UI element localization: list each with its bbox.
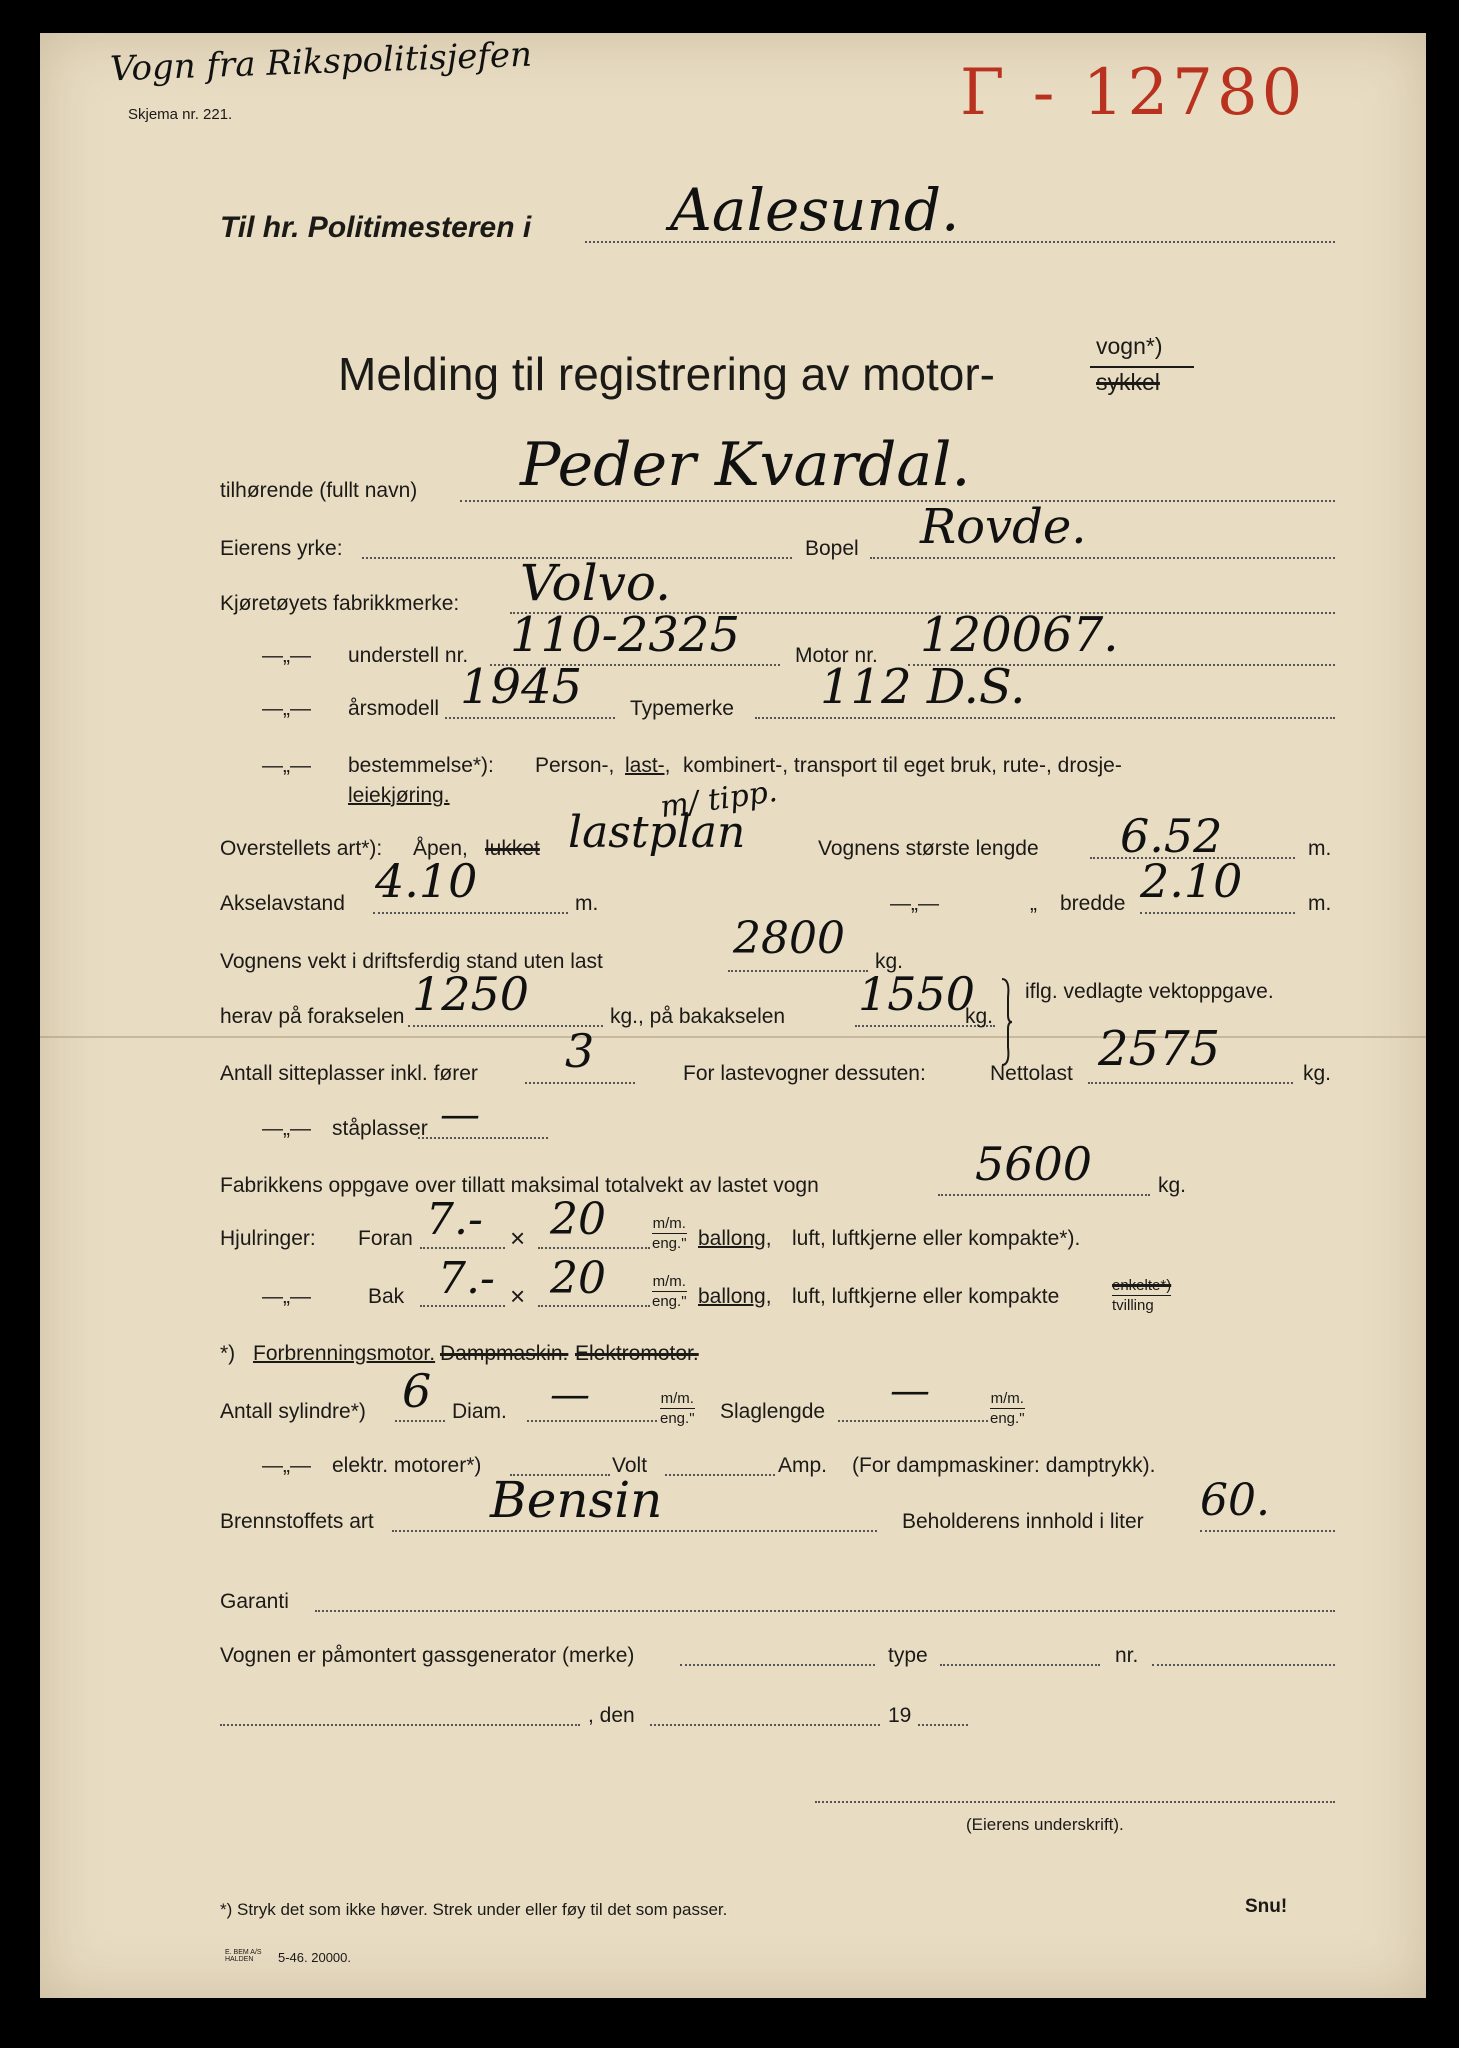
weight-note: iflg. vedlagte vektoppgave. [1025,980,1274,1003]
diam-value: — [550,1372,590,1418]
motor-label: Motor nr. [795,644,878,667]
addressee-label: Til hr. Politimesteren i [220,211,532,244]
purpose-rest: kombinert-, transport til eget bruk, rute-, drosje- [683,754,1122,777]
single-twin-fraction: enkelte*) tvilling [1112,1277,1172,1314]
reference-number: Γ - 12780 [960,56,1307,130]
footnote-star: *) [220,1342,236,1365]
body-closed: lukket [485,837,540,860]
unit-kg: kg. [875,950,904,973]
date-den: , den [588,1704,635,1727]
date-year: 19 [888,1704,912,1727]
steam-note: (For dampmaskiner: damptrykk). [852,1454,1156,1477]
bracket-icon [1000,977,1012,1067]
cylinders-value: 6 [402,1364,432,1418]
wheels-front-label: Foran [358,1227,413,1250]
front-axle-label: herav på forakselen [220,1005,405,1028]
ditto-mark: —„— [262,644,311,667]
form-title: Melding til registrering av motor- [338,348,996,400]
standing-value: — [440,1092,480,1138]
unit-kg: kg. [1303,1062,1332,1085]
purpose-last: last-, [625,754,671,777]
max-weight-label: Fabrikkens oppgave over tillatt maksimal totalvekt av lastet vogn [220,1174,819,1197]
engine-electric: Elektromotor. [575,1342,699,1365]
cylinders-label: Antall sylindre*) [220,1400,366,1423]
ditto-mark: —„— [262,1117,311,1140]
wheels-front-width: 7.- [426,1194,483,1245]
standing-label: ståplasser [332,1117,428,1140]
stroke-value: — [890,1368,930,1414]
owner-label: tilhørende (fullt navn) [220,479,418,502]
purpose-leie: leiekjøring. [348,784,450,807]
chassis-number: 110-2325 [510,607,740,663]
year-label: årsmodell [348,697,440,720]
unit-m: m. [575,892,599,915]
unit-fraction: m/m. eng." [990,1390,1025,1427]
unit-m: m. [1308,892,1332,915]
residence-value: Rovde. [920,499,1087,555]
axle-label: Akselavstand [220,892,345,915]
wheels-front-diameter: 20 [550,1194,606,1245]
unit-fraction: m/m. eng." [660,1390,695,1427]
type-label: Typemerke [630,697,734,720]
type-value: 112 D.S. [820,659,1026,715]
unit-kg: kg. [1158,1174,1187,1197]
motor-number: 120067. [920,607,1119,663]
length-value: 6.52 [1120,809,1223,863]
body-value: lastplan [568,807,746,858]
axle-value: 4.10 [375,854,478,908]
wheels-front-ballong: ballong, [698,1227,772,1250]
wheels-front-types: luft, luftkjerne eller kompakte*). [792,1227,1081,1250]
residence-label: Bopel [805,537,859,560]
amp-label: Amp. [778,1454,828,1477]
unit-fraction: m/m. eng." [652,1215,687,1252]
engine-combustion: Forbrenningsmotor. [253,1342,436,1365]
unit-fraction: m/m. eng." [652,1273,687,1310]
occupation-label: Eierens yrke: [220,537,343,560]
owner-name: Peder Kvardal. [520,430,971,500]
print-code: 5-46. 20000. [278,1950,352,1965]
wheels-rear-diameter: 20 [550,1253,606,1304]
electric-label: elektr. motorer*) [332,1454,482,1477]
ditto-mark: —„— [262,754,311,777]
rear-axle-value: 1550 [858,967,976,1021]
unit-kg: kg. [965,1005,994,1028]
addressee-city: Aalesund. [670,176,960,244]
make-value: Volvo. [520,554,671,612]
ditto-quote: „ [1030,892,1037,915]
signature-label: (Eierens underskrift). [966,1815,1124,1834]
width-label: bredde [1060,892,1126,915]
netload-value: 2575 [1098,1021,1221,1077]
times-sign: × [510,1223,526,1253]
stroke-label: Slaglengde [720,1400,826,1423]
length-label: Vognens største lengde [818,837,1039,860]
body-label: Overstellets art*): [220,837,383,860]
body-note: m/ tipp. [658,773,780,826]
weight-value: 2800 [733,913,845,964]
width-value: 2.10 [1140,854,1243,908]
wheels-rear-width: 7.- [438,1253,495,1304]
gas-type-label: type [888,1644,928,1667]
diam-label: Diam. [452,1400,507,1423]
printer-mark: E. BEM A/S HALDEN [225,1949,262,1963]
wheels-label: Hjulringer: [220,1227,316,1250]
gas-label: Vognen er påmontert gassgenerator (merke) [220,1644,635,1667]
unit-m: m. [1308,837,1332,860]
ditto-mark: —„— [262,1454,311,1477]
seats-value: 3 [565,1024,595,1078]
fuel-label: Brennstoffets art [220,1510,374,1533]
title-option-vogn: vogn*) [1096,333,1163,359]
handwritten-annotation: Vogn fra Rikspolitisjefen [109,34,533,90]
turn-over: Snu! [1245,1896,1288,1917]
schema-label: Skjema nr. 221. [128,106,233,123]
wheels-rear-types: luft, luftkjerne eller kompakte [792,1285,1060,1308]
weight-label: Vognens vekt i driftsferdig stand uten last [220,950,603,973]
footnote: *) Stryk det som ikke høver. Strek under eller føy til det som passer. [220,1900,728,1919]
seats-label: Antall sitteplasser inkl. fører [220,1062,478,1085]
form-sheet [40,33,1426,1998]
wheels-rear-ballong: ballong, [698,1285,772,1308]
tank-label: Beholderens innhold i liter [902,1510,1144,1533]
ditto-mark: —„— [262,697,311,720]
rear-axle-label: kg., på bakakselen [610,1005,786,1028]
fuel-value: Bensin [490,1471,663,1529]
year-value: 1945 [460,659,583,715]
max-weight-value: 5600 [975,1137,1093,1191]
wheels-rear-label: Bak [368,1285,405,1308]
engine-steam: Dampmaskin. [440,1342,569,1365]
ditto-mark: —„— [890,892,939,915]
purpose-label: bestemmelse*): [348,754,494,777]
purpose-person: Person-, [535,754,615,777]
times-sign: × [510,1281,526,1311]
title-option-sykkel: sykkel [1096,369,1160,395]
make-label: Kjøretøyets fabrikkmerke: [220,592,460,615]
tank-value: 60. [1200,1475,1270,1526]
guarantee-label: Garanti [220,1590,289,1613]
netload-label: Nettolast [990,1062,1073,1085]
volt-label: Volt [612,1454,648,1477]
chassis-label: understell nr. [348,644,469,667]
truck-label: For lastevogner dessuten: [683,1062,926,1085]
ditto-mark: —„— [262,1285,311,1308]
body-open: Åpen, [413,837,468,860]
front-axle-value: 1250 [412,967,530,1021]
gas-nr-label: nr. [1115,1644,1139,1667]
